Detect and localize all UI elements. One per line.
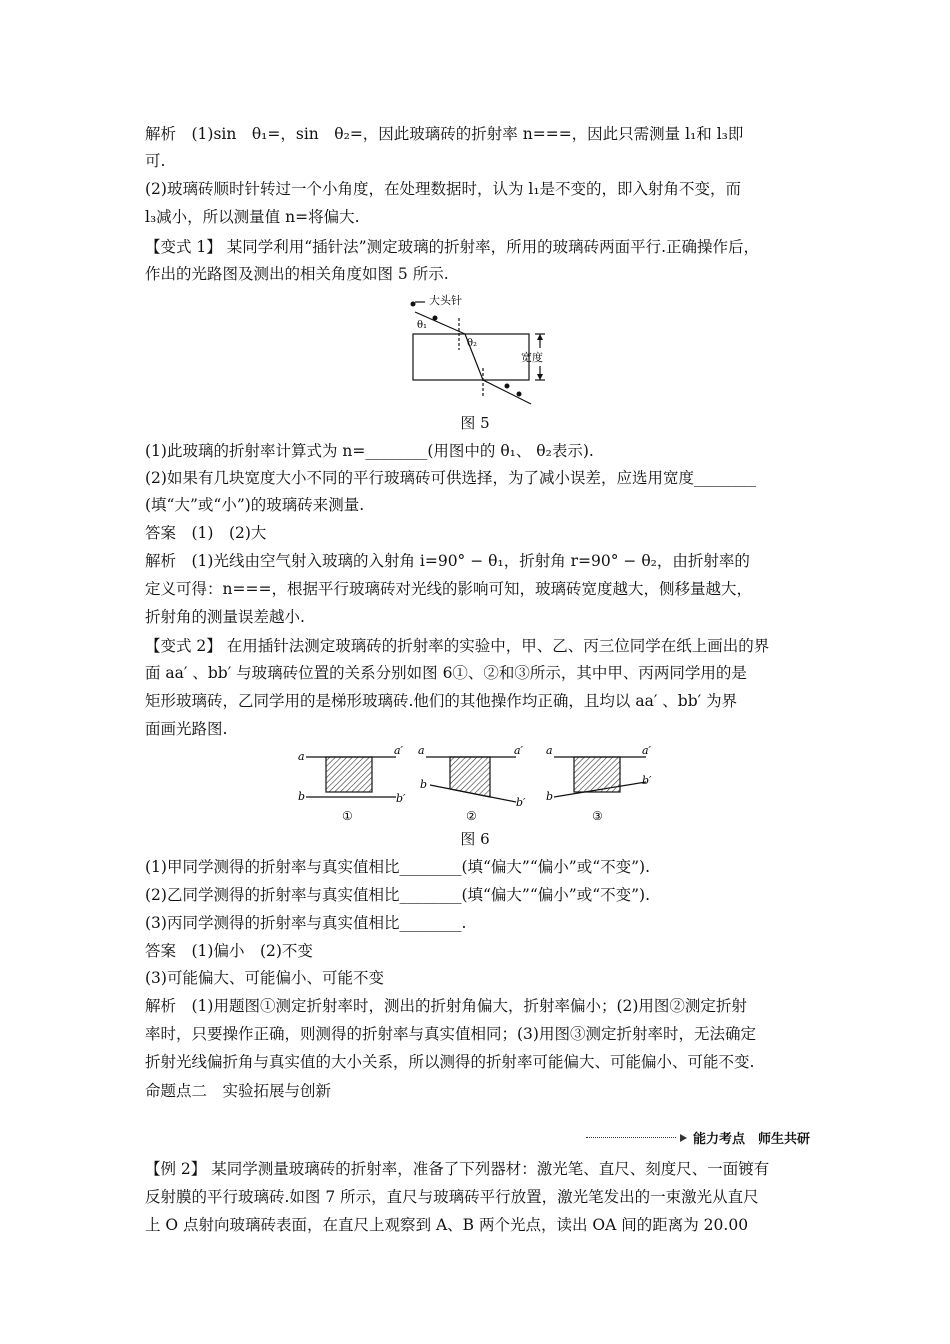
figure-5-diagram (395, 290, 575, 412)
tag-text: 能力考点 师生共研 (692, 1132, 810, 1147)
text-line: 解析 (1)用题图①测定折射率时，测出的折射角偏大，折射率偏小；(2)用图②测定折射 (145, 997, 747, 1015)
text-line: 面 aa′ 、bb′ 与玻璃砖位置的关系分别如图 6①、②和③所示，其中甲、丙两同学用的是 (145, 664, 747, 682)
text-line: (2)玻璃砖顺时针转过一个小角度，在处理数据时，认为 l₁是不变的，即入射角不变，而 (145, 180, 742, 198)
text-line: 解析 (1)sin θ₁=，sin θ₂=，因此玻璃砖的折射率 n===，因此只需测量 l₁和 l₃即 (145, 125, 744, 143)
text-line: (2)乙同学测得的折射率与真实值相比________(填“偏大”“偏小”或“不变”). (145, 886, 651, 904)
svg-text:a: a (418, 744, 425, 757)
svg-text:b′: b′ (642, 774, 652, 787)
text-line: 面画光路图. (145, 720, 228, 738)
text-line: 可. (145, 152, 166, 170)
theta1-label: θ₁ (417, 320, 428, 331)
svg-text:③: ③ (592, 809, 603, 823)
width-label: 宽度 (521, 351, 543, 364)
text-line: 作出的光路图及测出的相关角度如图 5 所示. (145, 265, 449, 283)
text-line: 上 O 点射向玻璃砖表面，在直尺上观察到 A、B 两个光点，读出 OA 间的距离为 20.00 (145, 1216, 749, 1234)
svg-text:b: b (298, 790, 306, 803)
svg-text:a: a (298, 750, 305, 763)
text-line: (2)如果有几块宽度大小不同的平行玻璃砖可供选择，为了减小误差，应选用宽度________ (145, 469, 756, 487)
text-line: 答案 (1) (2)大 (145, 524, 267, 542)
svg-text:a: a (546, 744, 553, 757)
arrow-icon (680, 1134, 687, 1142)
text-line: 【变式 1】 某同学利用“插针法”测定玻璃的折射率，所用的玻璃砖两面平行.正确操作后， (145, 238, 759, 256)
svg-text:b′: b′ (396, 792, 406, 805)
text-line: 命题点二 实验拓展与创新 (145, 1082, 332, 1100)
pin-label: 大头针 (429, 294, 462, 307)
text-line: l₃减小，所以测量值 n=将偏大. (145, 208, 360, 226)
text-line: 【例 2】 某同学测量玻璃砖的折射率，准备了下列器材：激光笔、直尺、刻度尺、一面镀有 (145, 1160, 770, 1178)
svg-text:b′: b′ (516, 796, 526, 809)
text-line: (3)丙同学测得的折射率与真实值相比________. (145, 914, 467, 932)
text-line: 矩形玻璃砖，乙同学用的是梯形玻璃砖.他们的其他操作均正确，且均以 aa′ 、bb′ 为界 (145, 692, 738, 710)
text-line: 反射膜的平行玻璃砖.如图 7 所示，直尺与玻璃砖平行放置，激光笔发出的一束激光从直尺 (145, 1188, 759, 1206)
figure-6-caption: 图 6 (460, 830, 490, 848)
svg-text:b: b (546, 790, 554, 803)
svg-text:a′: a′ (514, 744, 524, 757)
text-line: 率时，只要操作正确，则测得的折射率与真实值相同；(3)用图③测定折射率时，无法确定 (145, 1025, 756, 1043)
text-line: 解析 (1)光线由空气射入玻璃的入射角 i=90° − θ₁，折射角 r=90° − θ₂，由折射率的 (145, 552, 750, 570)
svg-text:①: ① (342, 809, 353, 823)
svg-text:②: ② (466, 809, 477, 823)
text-line: 【变式 2】 在用插针法测定玻璃砖的折射率的实验中，甲、乙、丙三位同学在纸上画出的界 (145, 637, 770, 655)
text-line: (3)可能偏大、可能偏小、可能不变 (145, 969, 384, 987)
text-line: (1)此玻璃的折射率计算式为 n=________(用图中的 θ₁、 θ₂表示). (145, 442, 594, 460)
text-line: 定义可得：n===，根据平行玻璃砖对光线的影响可知，玻璃砖宽度越大，侧移量越大， (145, 580, 752, 598)
theta2-label: θ₂ (467, 338, 478, 349)
text-line: 答案 (1)偏小 (2)不变 (145, 942, 313, 960)
svg-text:a′: a′ (394, 744, 404, 757)
figure-5-caption: 图 5 (460, 414, 490, 432)
svg-text:a′: a′ (642, 744, 652, 757)
text-line: (填“大”或“小”)的玻璃砖来测量. (145, 496, 365, 514)
text-line: 折射光线偏折角与真实值的大小关系，所以测得的折射率可能偏大、可能偏小、可能不变. (145, 1053, 755, 1071)
text-line: 折射角的测量误差越小. (145, 608, 305, 626)
svg-text:b: b (420, 778, 428, 791)
figure-6-diagram (290, 740, 670, 826)
text-line: (1)甲同学测得的折射率与真实值相比________(填“偏大”“偏小”或“不变”). (145, 858, 651, 876)
section-tag (586, 1128, 810, 1147)
tag-rule (586, 1137, 676, 1138)
